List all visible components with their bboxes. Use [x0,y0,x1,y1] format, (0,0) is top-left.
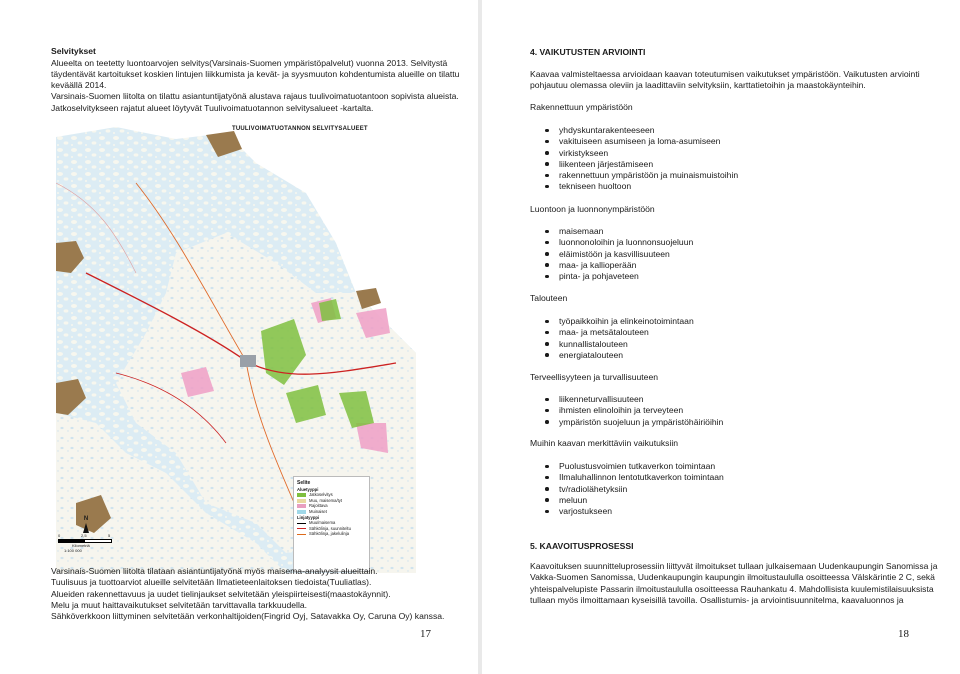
group-title: Luontoon ja luonnonympäristöön [530,204,655,214]
list-item: energiatalouteen [545,350,694,361]
list-item: tv/radiolähetyksiin [545,484,724,495]
legend-line-swatch [297,528,306,529]
legend-label: Jatkoselvitys [309,492,333,498]
legend-item [297,531,366,536]
legend-label: Sähkölinja, suunniteltu [309,525,351,531]
list-item: pinta- ja pohjaveteen [545,271,693,282]
map-legend [293,476,370,572]
intro-line: Varsinais-Suomen liitolta on tilattu asiantuntijatyönä alustava rajaus tuulivoimatuotantoon sopivista alueista. [51,91,459,102]
list-item: maa- ja metsätalouteen [545,327,694,338]
list-item: liikenneturvallisuuteen [545,394,723,405]
intro-line: Kaavaa valmisteltaessa arvioidaan kaavan toteutumisen vaikutukset ympäristöön. Vaikutusten arviointi [530,69,920,79]
process-line: Vakka-Suomen Sanomissa, Uudenkaupungin kaupungin ilmoitustaululla osoitteessa Välskärintie 2 C, sekä [530,572,935,583]
list-item: tekniseen huoltoon [545,181,738,192]
impact-list [545,461,724,517]
bottom-line: Melu ja muut haittavaikutukset selvitetään tarvittavalla tarkkuudella. [51,599,308,610]
scale-ratio: 1:100 000 [64,548,82,553]
bottom-line: Alueiden rakennettavuus ja uudet tielinjaukset selvitetään yleispiirteisesti(maastokäynnit). [51,588,391,599]
selvitykset-intro [51,58,471,114]
selvitykset-bottom [51,566,471,622]
vaikutusten-arviointi-heading: 4. VAIKUTUSTEN ARVIOINTI [530,47,646,57]
group-title: Talouteen [530,293,568,303]
process-line: tullaan myös ilmoittamaan kyseisillä tavoilla. Osallistumis- ja arviointisuunnitelma, kaavaluonnos ja [530,594,904,605]
group-title: Muihin kaavan merkittäviin vaikutuksiin [530,438,679,448]
scale-tick: 0 [58,533,61,538]
north-arrow-icon [83,523,89,533]
list-item: kunnallistalouteen [545,339,694,350]
impact-list [545,316,694,361]
bottom-line: Tuulisuus ja tuottoarviot alueille selvitetään Ilmatieteenlaitoksen tiedoista(Tuuliatlas). [51,577,372,588]
list-item: Puolustusvoimien tutkaverkon toimintaan [545,461,724,472]
list-item: Ilmaluhallinnon lentotutkaverkon toimintaan [545,472,724,483]
process-line: yhteispalvelupiste Passarin ilmoitustaululla osoitteessa Rauhankatu 4. Mahdollisista kuulemistilaisuuksista [530,583,934,594]
north-label: N [83,516,89,522]
legend-label: Sähkölinja, jakelulinja [309,531,350,537]
list-item: eläimistöön ja kasvillisuuteen [545,249,693,260]
legend-line-swatch [297,534,306,535]
scale-unit: Kilometriä [72,543,90,548]
intro-line: Alueelta on teetetty luontoarvojen selvitys(Varsinais-Suomen ympäristöpalvelut) vuonna 2013. Selvitystä [51,57,448,68]
page-number-left: 17 [420,628,431,640]
legend-swatch [297,510,306,514]
legend-title: Selite [297,480,311,486]
right-page [482,0,960,674]
group-title: Rakennettuun ympäristöön [530,102,633,112]
list-item: maa- ja kallioperään [545,260,693,271]
process-line: Kaavoituksen suunnitteluprosessiin liittyvät ilmoitukset tullaan julkaisemaan Uudenkaupungin Sanomissa ja [530,561,938,571]
legend-swatch [297,493,306,497]
bottom-line: Varsinais-Suomen liitolta tilataan asiantuntijatyönä myös maisema-analyysit alueittain. [51,566,378,576]
intro-line: pohjautuu olemassa oleviin ja laadittaviin selvityksiin, karttatietoihin ja maastokäynteihin. [530,80,866,91]
legend-label: Muu/maisema [309,520,336,526]
scale-tick: 5 [108,533,111,538]
intro-line: Jatkoselvitykseen rajatut alueet löytyvät Tuulivoimatuotannon selvitysalueet -kartalta. [51,102,374,113]
scale-bar [58,533,120,569]
list-item: ympäristön suojeluun ja ympäristöhäiriöihin [545,417,723,428]
legend-line-title: Linjatyyppi [297,515,320,521]
scale-tick: 2,5 [81,533,87,538]
list-item: rakennettuun ympäristöön ja muinaismuistoihin [545,170,738,181]
group-title: Terveellisyyteen ja turvallisuuteen [530,372,659,382]
left-page [0,0,478,674]
page-number-right: 18 [898,628,909,640]
list-item: varjostukseen [545,506,724,517]
impact-list [545,226,693,282]
bottom-line: Sähköverkkoon liittyminen selvitetään verkonhaltijoiden(Fingrid Oyj, Satavakka Oy, Caruna Oy) kanssa. [51,611,445,622]
intro-line: täydentävät kartoitukset koskien lintujen liikkumista ja kevät- ja syysmuuton kohdentumista alueille on tilattu [51,68,460,79]
map-title: TUULIVOIMATUOTANNON SELVITYSALUEET [232,126,368,132]
legend-area-title: Aluetyyppi [297,487,319,492]
legend-label: Muu, maisema/tyt [309,497,343,503]
selvitykset-heading: Selvitykset [51,46,96,56]
legend-label: Rajoittava [309,503,328,509]
list-item: yhdyskuntarakenteeseen [545,125,738,136]
legend-swatch [297,504,306,508]
list-item: liikenteen järjestämiseen [545,159,738,170]
list-item: ihmisten elinoloihin ja terveyteen [545,405,723,416]
legend-item [297,509,366,514]
process-text [530,561,955,606]
legend-label: Muinaiset [309,508,327,514]
list-item: luonnonoloihin ja luonnonsuojeluun [545,237,693,248]
legend-line-swatch [297,523,306,524]
intro-line: keväällä 2014. [51,80,107,91]
kaavoitusprosessi-heading: 5. KAAVOITUSPROSESSI [530,541,634,551]
vaikutusten-intro [530,69,955,92]
impact-list [545,125,738,193]
legend-swatch [297,499,306,503]
list-item: vakituiseen asumiseen ja loma-asumiseen [545,136,738,147]
list-item: maisemaan [545,226,693,237]
list-item: meluun [545,495,724,506]
impact-list [545,394,723,428]
list-item: virkistykseen [545,148,738,159]
list-item: työpaikkoihin ja elinkeinotoimintaan [545,316,694,327]
